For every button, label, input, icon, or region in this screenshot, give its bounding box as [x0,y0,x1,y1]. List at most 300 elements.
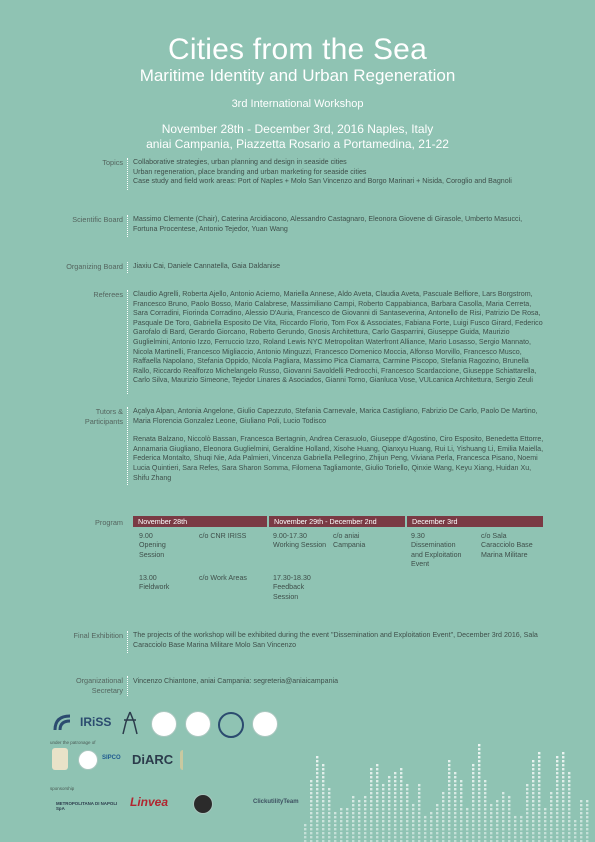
skyline-dot [364,800,366,802]
skyline-dot [430,820,432,822]
skyline-dot [316,836,318,838]
skyline-dot [466,808,468,810]
skyline-dot [520,828,522,830]
tutors-section [0,407,595,497]
skyline-dot [478,808,480,810]
skyline-dot [562,764,564,766]
topic-line: Collaborative strategies, urban planning and design in seaside cities [133,158,347,166]
skyline-dot [550,796,552,798]
skyline-dot [334,836,336,838]
tutors-divider [127,407,128,485]
skyline-dot [388,796,390,798]
skyline-dot [520,836,522,838]
skyline-dot [322,828,324,830]
skyline-dot [586,820,588,822]
skyline-dot [316,764,318,766]
skyline-dot [406,812,408,814]
skyline-dot [538,784,540,786]
skyline-dot [382,788,384,790]
skyline-dot [412,812,414,814]
skyline-dot [460,784,462,786]
skyline-dot [526,832,528,834]
skyline-dot [352,804,354,806]
skyline-dot [316,780,318,782]
skyline-dot [550,792,552,794]
program-place: c/o aniai Campania [333,532,366,550]
skyline-dot [406,808,408,810]
skyline-dot [382,792,384,794]
skyline-dot [358,804,360,806]
skyline-dot [442,832,444,834]
participants-label-line: Participants [84,416,123,426]
skyline-dot [514,828,516,830]
scientific-board-divider [127,215,128,237]
skyline-dot [448,776,450,778]
skyline-dot [454,788,456,790]
skyline-dot [568,772,570,774]
program-event-name: Feedback Session [273,583,305,601]
skyline-dot [550,836,552,838]
program-event [273,574,331,602]
skyline-dot [586,836,588,838]
program-header-day2: November 29th - December 2nd [269,516,405,527]
skyline-dot [478,772,480,774]
skyline-dot [562,796,564,798]
skyline-dot [400,836,402,838]
skyline-dot [388,816,390,818]
skyline-dot [388,792,390,794]
skyline-dot [574,832,576,834]
skyline-dot [328,800,330,802]
skyline-dot [526,792,528,794]
skyline-dot [526,804,528,806]
emblem-logo [78,750,98,770]
program-event [411,532,469,570]
skyline-dot [316,796,318,798]
skyline-dot [340,820,342,822]
skyline-dot [502,792,504,794]
skyline-dot [430,816,432,818]
skyline-dot [322,772,324,774]
skyline-dot [340,836,342,838]
skyline-dot [568,816,570,818]
skyline-dot [478,756,480,758]
skyline-dot [376,800,378,802]
skyline-dot [556,796,558,798]
skyline-dot [556,804,558,806]
skyline-dot [322,812,324,814]
final-exhibition-label: Final Exhibition [73,631,123,640]
skyline-dot [370,812,372,814]
skyline-dot [526,820,528,822]
skyline-dot [310,820,312,822]
skyline-dot [502,824,504,826]
skyline-dot [370,776,372,778]
skyline-dot [376,832,378,834]
skyline-dot [484,812,486,814]
skyline-dot [454,828,456,830]
skyline-dot [310,796,312,798]
skyline-dot [454,808,456,810]
skyline-dot [316,792,318,794]
skyline-dot [322,768,324,770]
skyline-dot [382,796,384,798]
skyline-dot [502,832,504,834]
secretary-label-line2: Secretary [91,685,123,695]
iriss-logo [80,711,114,735]
skyline-dot [556,760,558,762]
skyline-dot [526,816,528,818]
skyline-dot [460,824,462,826]
skyline-dot [580,816,582,818]
skyline-dot [394,824,396,826]
skyline-dot [460,828,462,830]
skyline-dot [532,776,534,778]
skyline-dot [472,788,474,790]
skyline-dot [406,816,408,818]
skyline-dot [508,836,510,838]
skyline-dot [418,820,420,822]
skyline-dot [454,796,456,798]
skyline-dot [346,828,348,830]
seal-logo [185,711,211,737]
skyline-dot [538,764,540,766]
skyline-dot [394,828,396,830]
skyline-dot [532,816,534,818]
skyline-dot [556,824,558,826]
skyline-dot [310,792,312,794]
skyline-dot [496,832,498,834]
skyline-dot [586,832,588,834]
metro-napoli-logo-text: METROPOLITANA DI NAPOLI SpA [56,801,118,811]
skyline-dot [496,812,498,814]
skyline-dot [508,828,510,830]
secretary-section [0,676,595,700]
skyline-dot [526,828,528,830]
skyline-dot [448,796,450,798]
skyline-dot [562,756,564,758]
skyline-dot [556,820,558,822]
skyline-dot [460,820,462,822]
skyline-dot [556,764,558,766]
skyline-dot [568,804,570,806]
skyline-dot [400,768,402,770]
skyline-dot [484,780,486,782]
skyline-dot [430,836,432,838]
skyline-dot [454,812,456,814]
skyline-dot [316,772,318,774]
skyline-dot [412,836,414,838]
skyline-dot [562,760,564,762]
skyline-dot [454,804,456,806]
skyline-dot [442,816,444,818]
skyline-dot [400,796,402,798]
skyline-dot [424,832,426,834]
skyline-dot [448,768,450,770]
skyline-dot [322,820,324,822]
skyline-dot [472,776,474,778]
skyline-dot [316,828,318,830]
skyline-dot [538,760,540,762]
skyline-dot [406,784,408,786]
skyline-dot [442,824,444,826]
iriss-logo-text: IRiSS [80,715,112,729]
skyline-dot [544,836,546,838]
skyline-dot [436,816,438,818]
organizing-board-body: Jiaxiu Cai, Daniele Cannatella, Gaia Daldanise [133,262,281,270]
skyline-dot [472,784,474,786]
skyline-dot [526,788,528,790]
skyline-dot [394,812,396,814]
skyline-dot [472,828,474,830]
skyline-dot [376,796,378,798]
skyline-dot [412,808,414,810]
skyline-dot [496,828,498,830]
skyline-dot [478,796,480,798]
skyline-dot [430,824,432,826]
skyline-dot [562,836,564,838]
skyline-dot [526,808,528,810]
skyline-dot [376,772,378,774]
skyline-dot [442,836,444,838]
skyline-dot [310,788,312,790]
skyline-dot [532,800,534,802]
skyline-dot [538,824,540,826]
skyline-dot [316,776,318,778]
skyline-dot [448,816,450,818]
skyline-dot [388,836,390,838]
skyline-dot [478,812,480,814]
skyline-dot [436,828,438,830]
skyline-dot [556,776,558,778]
skyline-dot [556,812,558,814]
skyline-dot [586,824,588,826]
skyline-dot [394,816,396,818]
skyline-dot [358,816,360,818]
skyline-dot [484,796,486,798]
skyline-dot [466,820,468,822]
skyline-dot [394,800,396,802]
skyline-dot [484,804,486,806]
skyline-dot [310,824,312,826]
skyline-dot [322,780,324,782]
skyline-dot [382,804,384,806]
skyline-dot [568,832,570,834]
skyline-dot [460,804,462,806]
skyline-dot [436,824,438,826]
skyline-dot [586,812,588,814]
skyline-dot [490,832,492,834]
ship-wheel-logo [218,712,244,738]
skyline-dot [586,804,588,806]
skyline-dot [328,788,330,790]
skyline-dot [562,780,564,782]
skyline-dot [424,824,426,826]
skyline-dot [376,824,378,826]
skyline-dot [418,828,420,830]
skyline-dot [478,804,480,806]
program-time: 9.00-17.30 [273,532,307,540]
scientific-board-section [0,215,595,239]
skyline-dot [328,792,330,794]
skyline-dot [370,832,372,834]
skyline-dot [580,824,582,826]
skyline-dot [502,836,504,838]
skyline-dot [460,812,462,814]
program-event-name: Dissemination and Exploitation Event [411,541,462,569]
round-sponsor-logo [193,794,213,814]
skyline-dot [550,812,552,814]
skyline-dot [442,812,444,814]
skyline-dot [472,816,474,818]
skyline-dot [538,756,540,758]
skyline-dot [400,808,402,810]
skyline-dot [400,788,402,790]
skyline-dot [382,828,384,830]
skyline-dot [436,832,438,834]
skyline-dot [394,836,396,838]
skyline-dot [484,820,486,822]
skyline-dot [532,768,534,770]
skyline-dot [568,812,570,814]
skyline-dot [520,824,522,826]
secretary-label [0,676,123,695]
skyline-dot [478,824,480,826]
skyline-dot [472,820,474,822]
skyline-dot [394,784,396,786]
skyline-dot [562,824,564,826]
skyline-dot [556,836,558,838]
skyline-dot [514,824,516,826]
skyline-dot [400,812,402,814]
skyline-dot [460,816,462,818]
secretary-body: Vincenzo Chiantone, aniai Campania: segreteria@aniaicampania [133,677,339,685]
skyline-dot [406,796,408,798]
skyline-dot [310,784,312,786]
skyline-dot [394,772,396,774]
skyline-dot [508,832,510,834]
skyline-dot [496,824,498,826]
skyline-dot [544,824,546,826]
skyline-dot [316,832,318,834]
skyline-dot [370,816,372,818]
skyline-dot [370,780,372,782]
diarc-logo [132,750,176,770]
skyline-dot [490,816,492,818]
skyline-dot [448,764,450,766]
skyline-dot [568,776,570,778]
skyline-dot [364,836,366,838]
skyline-dot [310,816,312,818]
skyline-dot [460,836,462,838]
skyline-dot [538,780,540,782]
program-time: 9.00 [139,532,153,540]
skyline-dot [442,796,444,798]
skyline-dot [544,812,546,814]
skyline-dot [394,776,396,778]
skyline-dot [400,780,402,782]
skyline-dot [400,772,402,774]
skyline-dot [418,800,420,802]
skyline-dot [484,816,486,818]
skyline-dot [508,820,510,822]
skyline-dot [376,836,378,838]
skyline-dot [484,808,486,810]
skyline-dot [562,804,564,806]
skyline-dot [496,800,498,802]
skyline-dot [394,788,396,790]
skyline-dot [328,816,330,818]
skyline-dot [448,760,450,762]
skyline-dot [490,820,492,822]
skyline-dot [586,800,588,802]
program-place: c/o CNR IRISS [199,532,247,540]
skyline-dot [538,788,540,790]
skyline-dot [328,808,330,810]
skyline-dot [478,828,480,830]
skyline-dot [364,804,366,806]
skyline-dot [538,792,540,794]
program-event-name: Working Session [273,541,327,550]
skyline-dot [532,804,534,806]
skyline-dot [394,804,396,806]
skyline-dot [472,812,474,814]
skyline-dot [310,800,312,802]
skyline-dot [310,832,312,834]
skyline-dot [454,800,456,802]
skyline-dot [478,780,480,782]
skyline-dot [454,832,456,834]
skyline-dot [340,816,342,818]
skyline-dot [412,824,414,826]
skyline-dot [304,828,306,830]
skyline-dot [532,784,534,786]
municipality-crest-logo [52,748,68,770]
skyline-dot [346,824,348,826]
skyline-dot [460,788,462,790]
skyline-dot [376,764,378,766]
skyline-dot [388,784,390,786]
program-place: c/o Work Areas [199,574,247,582]
skyline-dot [454,824,456,826]
skyline-dot [580,812,582,814]
program-header-day3: December 3rd [407,516,543,527]
patronage-label: under the patronage of [50,740,96,745]
skyline-dot [442,800,444,802]
tutors-label-line: Tutors & [95,407,123,416]
skyline-dot [370,836,372,838]
skyline-dot [346,808,348,810]
figure-logo-mark [120,710,140,736]
skyline-dot [490,828,492,830]
skyline-dot [472,800,474,802]
skyline-dot [424,828,426,830]
skyline-dot [316,808,318,810]
skyline-dot [544,808,546,810]
skyline-dot [418,788,420,790]
skyline-dot [586,808,588,810]
skyline-dot [580,820,582,822]
skyline-dot [568,780,570,782]
skyline-dot [364,816,366,818]
skyline-dot [340,824,342,826]
skyline-dot [406,832,408,834]
skyline-dot [370,808,372,810]
skyline-dot [568,784,570,786]
skyline-dot [502,828,504,830]
skyline-dot [532,820,534,822]
skyline-dot [478,792,480,794]
